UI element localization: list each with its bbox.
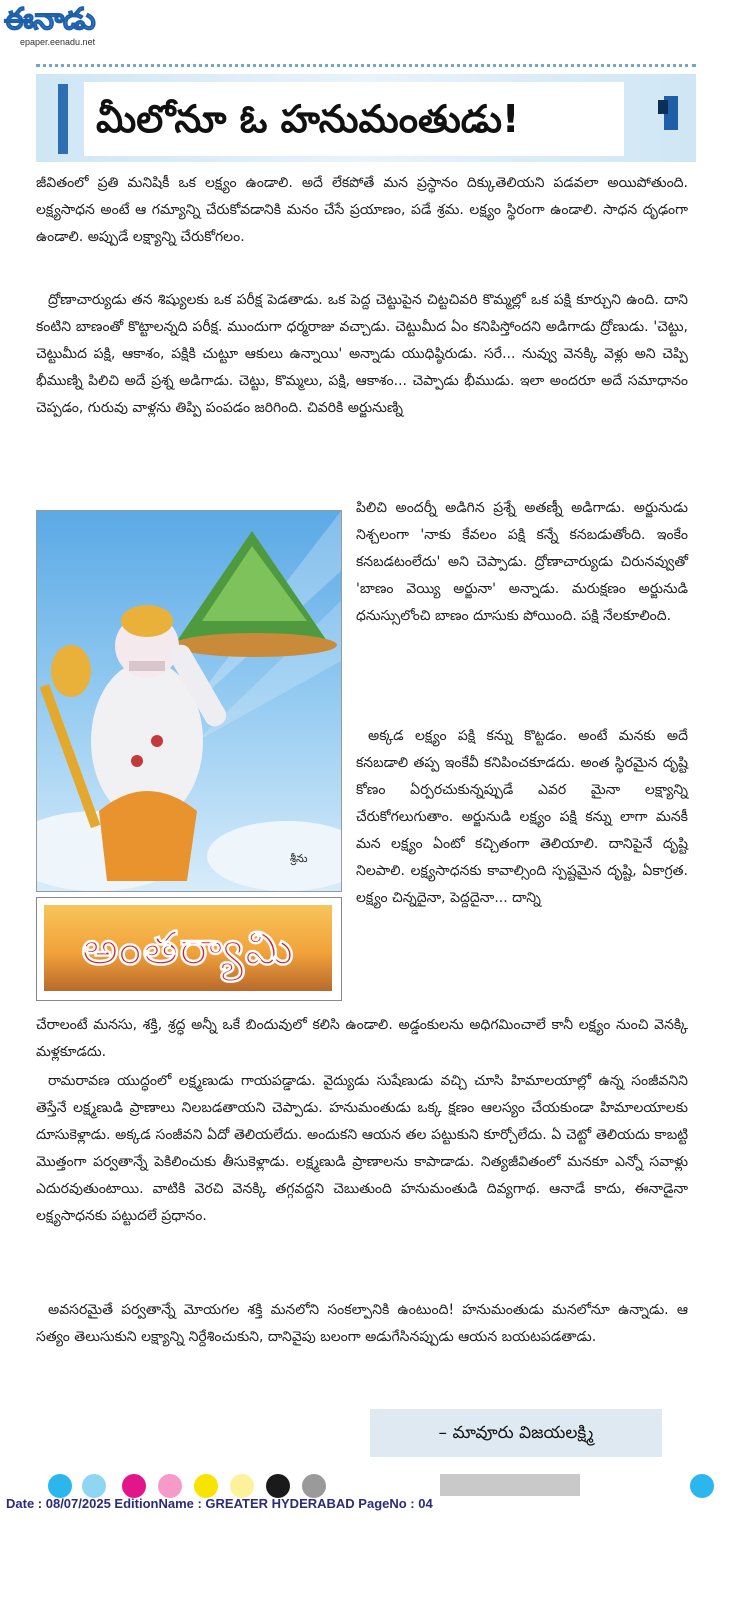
article-paragraph-2: ద్రోణాచార్యుడు తన శిష్యులకు ఒక పరీక్ష పెడతాడు. ఒక పెద్ద చెట్టుపైన చిట్టచివరి కొమ్మల్లో ఒక పక్షి కూర్చుని ఉంది. దాని కంటిని బాణంతో కొట్టాలన్నది పరీక్ష. ముందుగా ధర్మరాజు వచ్చాడు. చెట్టుమీద ఏం కనిపిస్తోందని అడిగాడు ద్రోణుడు. 'చెట్టు, చెట్టుమీద పక్షి, ఆకాశం, పక్షికి చుట్టూ ఆకులు ఉన్నాయి' అన్నాడు యుధిష్ఠిరుడు. సరే... నువ్వు వెనక్కి వెళ్లు అని చెప్పి భీముణ్ని పిలిచి అదే ప్రశ్న అడిగాడు. చెట్టు, కొమ్మలు, పక్షి, ఆకాశం... చెప్పాడు భీముడు. ఇలా అందరూ అదే సమాధానం చెప్పడం, గురువు వాళ్లను తిప్పి పంపడం జరిగింది. చివరికి అర్జునుణ్ని xyxy=(36,292,688,416)
print-density-bar xyxy=(440,1474,580,1496)
article-paragraph-1: జీవితంలో ప్రతి మనిషికీ ఒక లక్ష్యం ఉండాలి. అదే లేకపోతే మన ప్రస్థానం దిక్కుతెలియని పడవలా అయిపోతుంది. లక్ష్యసాధన అంటే ఆ గమ్యాన్ని చేరుకోవడానికి మనం చేసే ప్రయాణం, పడే శ్రమ. లక్ష్యం స్థిరంగా ఉండాలి. సాధన దృఢంగా ఉండాలి. అప్పుడే లక్ష్యాన్ని చేరుకోగలం. xyxy=(36,175,688,245)
hanuman-illustration xyxy=(36,510,342,892)
hanuman-illustration-svg xyxy=(37,511,341,891)
article-paragraph-2-continued: పిలిచి అందర్నీ అడిగిన ప్రశ్నే అతణ్నీ అడిగాడు. అర్జునుడు నిశ్చలంగా 'నాకు కేవలం పక్షి కన్నే కనబడుతోంది. ఇంకేం కనబడటంలేదు' అని చెప్పాడు. ద్రోణాచార్యుడు చిరునవ్వుతో 'బాణం వెయ్యి అర్జునా' అన్నాడు. మరుక్షణం అర్జునుడి ధనుస్సులోంచి బాణం దూసుకు పోయింది. పక్షి నేలకూలింది. xyxy=(356,500,688,624)
illustrator-signature: శ్రీను xyxy=(290,852,308,865)
edition-footer: Date : 08/07/2025 EditionName : GREATER HYDERABAD PageNo : 04 xyxy=(6,1496,433,1511)
title-marker-icon-dark xyxy=(658,100,668,114)
article-paragraph-3: అక్కడ లక్ష్యం పక్షి కన్ను కొట్టడం. అంటే మనకు అదే కనబడాలి తప్ప ఇంకేవీ కనిపించకూడదు. అంత స్థిరమైన దృష్టి కోణం ఏర్పరచుకున్నప్పుడే ఎవర మైనా లక్ష్యాన్ని చేరుకోగలుగుతాం. అర్జునుడి లక్ష్యం పక్షి కన్ను లాగా మనకీ మన లక్ష్యం ఏంటో కచ్చితంగా తెలియాలి. దానిపైనే దృష్టి నిలపాలి. లక్ష్యసాధనకు కావాల్సింది స్పష్టమైన దృష్టి, ఏకాగ్రత. లక్ష్యం చిన్నదైనా, పెద్దదైనా... దాన్ని xyxy=(356,728,688,906)
article-paragraph-4: రామరావణ యుద్ధంలో లక్ష్మణుడు గాయపడ్డాడు. వైద్యుడు సుషేణుడు వచ్చి చూసి హిమాలయాల్లో ఉన్న సంజీవనిని తెస్తేనే లక్ష్మణుడి ప్రాణాలు నిలబడతాయని చెప్పాడు. హనుమంతుడు ఒక్క క్షణం ఆలస్యం చేయకుండా హిమాలయాలకు దూసుకెళ్లాడు. అక్కడ సంజీవని ఏదో తెలియలేదు. అందుకని ఆయన తల పట్టుకుని కూర్చోలేదు. ఏ చెట్టో తెలియదు కాబట్టి మొత్తంగా పర్వతాన్నే పెకిలించుకు తీసుకెళ్లాడు. లక్ష్మణుడి ప్రాణాలను కాపాడాడు. నిత్యజీవితంలో మనకూ ఎన్నో సవాళ్లు ఎదురవుతుంటాయి. వాటికి వెరచి వెనక్కి తగ్గవద్దని చెబుతుంది హనుమంతుడి దివ్యగాథ. ఆనాడే కాదు, ఈనాడైనా లక్ష్యసాధనకు పట్టుదలే ప్రధానం. xyxy=(36,1073,688,1224)
site-url: epaper.eenadu.net xyxy=(20,37,96,47)
eenadu-logo[interactable]: ఈనాడు xyxy=(4,2,95,37)
column-label: అంతర్యామి xyxy=(81,921,295,975)
article-paragraph-3-continued: చేరాలంటే మనసు, శక్తి, శ్రద్ధ అన్నీ ఒకే బిందువులో కలిసి ఉండాలి. అడ్డంకులను అధిగమించాలే కానీ లక్ష్యం నుంచి వెనక్కి మళ్లకూడదు. xyxy=(36,1017,688,1060)
article-paragraph-5: అవసరమైతే పర్వతాన్నే మోయగల శక్తి మనలోని సంకల్పానికి ఉంటుంది! హనుమంతుడు మనలోనూ ఉన్నాడు. ఆ సత్యం తెలుసుకుని లక్ష్యాన్ని నిర్దేశించుకుని, దానివైపు బలంగా అడుగేసినప్పుడు ఆయన బయటపడతాడు. xyxy=(36,1302,688,1345)
article-title: మీలోనూ ఓ హనుమంతుడు! xyxy=(84,82,624,156)
author-name: – మావూరు విజయలక్ష్మి xyxy=(438,1423,594,1443)
dotted-divider xyxy=(36,64,696,67)
title-accent-bar xyxy=(58,84,68,154)
